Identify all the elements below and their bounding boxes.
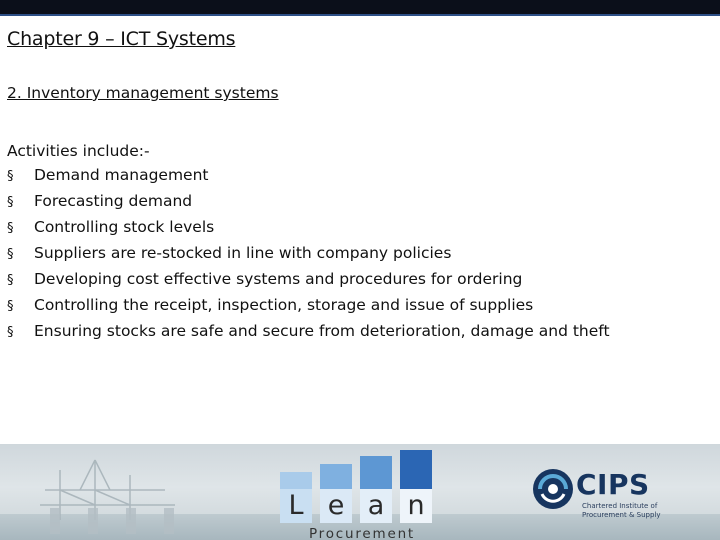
list-item-text: Ensuring stocks are safe and secure from deterioration, damage and theft [34,322,610,340]
logo-letter: a [367,490,385,521]
list-item [7,215,712,241]
logo-bar [400,450,432,489]
intro-text: Activities include:- [7,142,150,160]
list-item-text: Developing cost effective systems and procedures for ordering [34,270,523,288]
logo-letter: L [288,490,304,521]
bullet-icon: § [7,247,14,262]
bullet-icon: § [7,273,14,288]
cips-name: CIPS [576,468,650,501]
list-item-text: Controlling stock levels [34,218,215,236]
slide-content [7,139,712,345]
bullet-icon: § [7,169,14,184]
cips-tagline: Chartered Institute of Procurement & Supply [582,502,661,519]
slide-title: Chapter 9 – ICT Systems [7,28,236,50]
bullet-icon: § [7,325,14,340]
list-item [7,293,712,319]
list-item-text: Forecasting demand [34,192,193,210]
logo-letter: e [327,490,345,521]
list-item-text: Controlling the receipt, inspection, storage and issue of supplies [34,296,534,314]
list-item-text: Suppliers are re-stocked in line with company policies [34,244,452,262]
bullet-icon: § [7,299,14,314]
oil-rig-image [0,450,240,540]
list-item [7,267,712,293]
list-item [7,241,712,267]
activities-list [7,163,712,345]
list-item [7,189,712,215]
footer-banner [0,444,720,540]
top-header-bar [0,0,720,16]
logo-bar [280,472,312,489]
cips-logo [530,464,680,534]
bullet-icon: § [7,221,14,236]
list-item-text: Demand management [34,166,209,184]
list-item [7,163,712,189]
cips-emblem-icon [530,466,576,512]
list-item [7,319,712,345]
slide-subtitle: 2. Inventory management systems [7,84,279,102]
logo-bar [360,456,392,489]
logo-subtitle: Procurement [308,526,416,540]
lean-procurement-logo [272,450,448,540]
logo-letter: n [407,490,425,521]
logo-bar [320,464,352,489]
bullet-icon: § [7,195,14,210]
